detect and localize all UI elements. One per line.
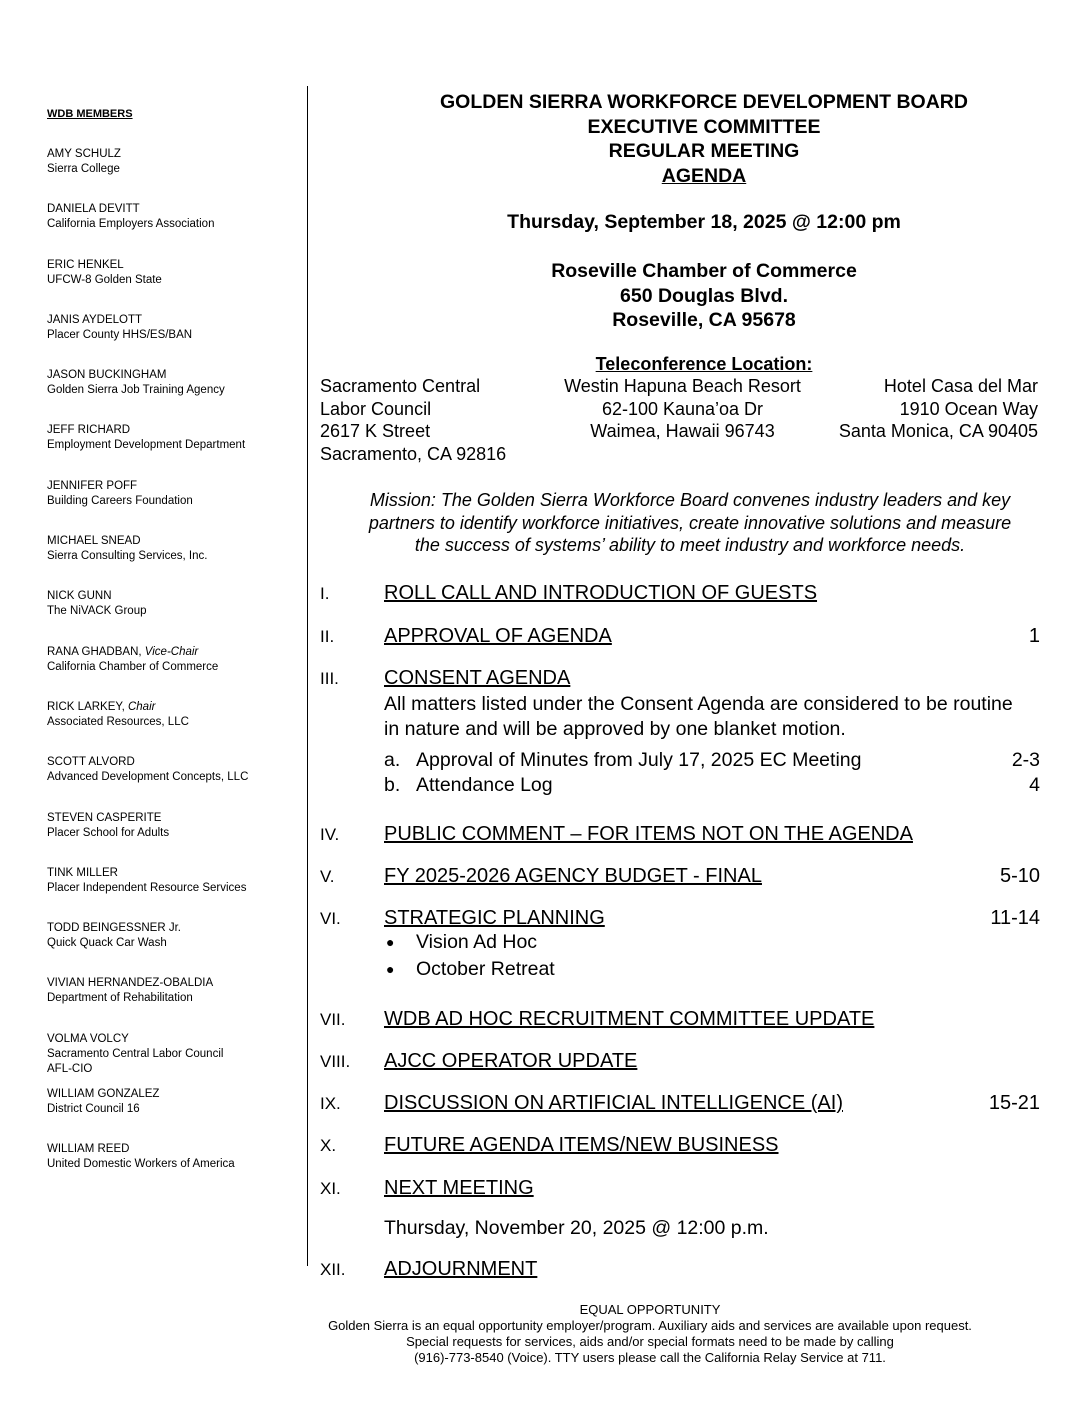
member-org: United Domestic Workers of America <box>47 1158 235 1171</box>
item-title: PUBLIC COMMENT – FOR ITEMS NOT ON THE AGENDA <box>384 823 913 845</box>
bullet-text: October Retreat <box>416 958 555 980</box>
member-entry <box>47 534 297 589</box>
meeting-address <box>320 259 1088 333</box>
meeting-type: REGULAR MEETING <box>608 140 800 162</box>
member-name: WILLIAM GONZALEZ <box>47 1088 160 1101</box>
footer <box>180 1302 1088 1366</box>
member-org: Placer County HHS/ES/BAN <box>47 328 193 341</box>
item-title: CONSENT AGENDA <box>384 667 571 689</box>
item-number: XII. <box>320 1260 346 1279</box>
mission-line: Mission: The Golden Sierra Workforce Board convenes industry leaders and key <box>369 490 1011 510</box>
member-entry <box>47 589 297 644</box>
member-org: California Employers Association <box>47 218 215 231</box>
member-name: JENNIFER POFF <box>47 479 138 492</box>
member-entry <box>47 1142 297 1197</box>
member-entry <box>47 755 297 810</box>
next-meeting-date: Thursday, November 20, 2025 @ 12:00 p.m. <box>384 1217 769 1239</box>
location-line: Waimea, Hawaii 96743 <box>590 421 775 441</box>
item-number: IV. <box>320 825 340 844</box>
location-line: 2617 K Street <box>320 421 431 441</box>
member-role: Vice-Chair <box>144 645 199 658</box>
teleconference-header: Teleconference Location: <box>595 354 813 374</box>
item-page: 5-10 <box>999 865 1040 887</box>
member-org: Department of Rehabilitation <box>47 992 193 1005</box>
item-page: 15-21 <box>988 1092 1040 1114</box>
item-title: NEXT MEETING <box>384 1177 534 1199</box>
member-entry <box>47 700 297 755</box>
item-number: I. <box>320 584 330 603</box>
member-name: NICK GUNN <box>47 590 112 603</box>
member-org: The NiVACK Group <box>47 605 147 618</box>
tele-location-santa-monica <box>839 375 1038 443</box>
location-line: 1910 Ocean Way <box>899 398 1038 419</box>
item-title: APPROVAL OF AGENDA <box>384 625 612 647</box>
subitem-text: Approval of Minutes from July 17, 2025 EC Meeting <box>416 749 862 771</box>
mission-statement <box>320 489 1060 557</box>
bullet-icon: ● <box>386 961 395 977</box>
member-org: California Chamber of Commerce <box>47 660 219 673</box>
location-line: 62-100 Kauna’oa Dr <box>601 398 764 419</box>
item-number: VII. <box>320 1010 346 1029</box>
member-entry <box>47 147 297 202</box>
member-entry <box>47 645 297 700</box>
member-entry <box>47 313 297 368</box>
members-header: WDB MEMBERS <box>47 108 133 120</box>
meeting-date: Thursday, September 18, 2025 @ 12:00 pm <box>507 211 901 233</box>
item-number: III. <box>320 669 339 688</box>
mission-line: the success of systems’ ability to meet industry and workforce needs. <box>414 535 966 555</box>
member-name: MICHAEL SNEAD <box>47 535 141 548</box>
consent-desc-line: in nature and will be approved by one blanket motion. <box>384 717 846 740</box>
member-name: JASON BUCKINGHAM <box>47 369 167 382</box>
footer-heading: EQUAL OPPORTUNITY <box>579 1302 721 1317</box>
location-line: Hotel Casa del Mar <box>883 376 1038 396</box>
footer-line: Special requests for services, aids and/or special formats need to be made by calling <box>406 1334 894 1349</box>
member-org-2: AFL-CIO <box>47 1062 93 1075</box>
member-org: Placer School for Adults <box>47 826 170 839</box>
member-entry <box>47 866 297 921</box>
member-entry <box>47 976 297 1031</box>
member-entry <box>47 423 297 478</box>
item-title: STRATEGIC PLANNING <box>384 907 605 929</box>
member-org: Building Careers Foundation <box>47 494 193 507</box>
member-name: VOLMA VOLCY <box>47 1032 129 1045</box>
location-line: Sacramento, CA 92816 <box>320 443 507 464</box>
member-org: Associated Resources, LLC <box>47 715 189 728</box>
member-name: RANA GHADBAN, <box>47 645 142 658</box>
member-name: STEVEN CASPERITE <box>47 811 162 824</box>
member-name: SCOTT ALVORD <box>47 756 135 769</box>
item-title: FY 2025-2026 AGENCY BUDGET - FINAL <box>384 865 762 887</box>
subitem-page: 2-3 <box>1011 749 1040 771</box>
tele-location-sacramento <box>320 375 506 465</box>
member-entry <box>47 368 297 423</box>
vertical-divider <box>307 86 308 1266</box>
consent-description <box>384 692 1013 741</box>
member-name: TODD BEINGESSNER Jr. <box>47 922 181 935</box>
member-name: AMY SCHULZ <box>47 148 121 160</box>
member-name: ERIC HENKEL <box>47 258 124 271</box>
member-entry <box>47 1087 297 1142</box>
item-title: WDB AD HOC RECRUITMENT COMMITTEE UPDATE <box>384 1008 875 1030</box>
bullet-text: Vision Ad Hoc <box>416 931 538 953</box>
member-name: WILLIAM REED <box>47 1143 130 1156</box>
item-number: VIII. <box>320 1052 351 1071</box>
item-title: ADJOURNMENT <box>384 1258 538 1280</box>
member-org: Placer Independent Resource Services <box>47 881 247 894</box>
member-org: Golden Sierra Job Training Agency <box>47 384 225 397</box>
member-entry <box>47 921 297 976</box>
member-org: District Council 16 <box>47 1103 140 1116</box>
item-title: FUTURE AGENDA ITEMS/NEW BUSINESS <box>384 1134 779 1156</box>
item-page: 1 <box>1028 625 1040 647</box>
member-entry <box>47 202 297 257</box>
tele-location-hawaii <box>545 375 820 443</box>
venue-street: 650 Douglas Blvd. <box>620 284 788 307</box>
member-entry <box>47 1032 297 1087</box>
item-number: V. <box>320 867 335 886</box>
member-name: JANIS AYDELOTT <box>47 313 143 326</box>
mission-line: partners to identify workforce initiatives, create innovative solutions and measure <box>368 512 1012 533</box>
location-line: Sacramento Central <box>320 376 481 396</box>
member-role: Chair <box>127 700 156 713</box>
location-line: Santa Monica, CA 90405 <box>838 421 1038 441</box>
subitem-text: Attendance Log <box>416 774 553 796</box>
item-number: X. <box>320 1136 337 1155</box>
item-title: DISCUSSION ON ARTIFICIAL INTELLIGENCE (AI) <box>384 1092 843 1114</box>
venue-city: Roseville, CA 95678 <box>612 309 796 331</box>
location-line: Westin Hapuna Beach Resort <box>564 376 801 396</box>
subitem-page: 4 <box>1029 774 1040 796</box>
item-number: XI. <box>320 1179 341 1198</box>
member-org: Quick Quack Car Wash <box>47 937 167 950</box>
venue-name: Roseville Chamber of Commerce <box>551 260 857 282</box>
item-number: IX. <box>320 1094 341 1113</box>
title-block <box>320 90 1088 188</box>
member-org: Sacramento Central Labor Council <box>47 1047 224 1060</box>
member-name: RICK LARKEY, <box>47 700 125 713</box>
item-number: VI. <box>320 909 341 928</box>
member-name: VIVIAN HERNANDEZ-OBALDIA <box>47 977 214 990</box>
item-title: ROLL CALL AND INTRODUCTION OF GUESTS <box>384 582 818 604</box>
members-sidebar <box>47 108 297 1198</box>
committee-title: EXECUTIVE COMMITTEE <box>587 115 821 138</box>
subitem-label: a. <box>384 749 401 771</box>
item-page: 11-14 <box>990 907 1040 929</box>
consent-desc-line: All matters listed under the Consent Agenda are considered to be routine <box>384 693 1013 715</box>
member-entry <box>47 258 297 313</box>
org-title: GOLDEN SIERRA WORKFORCE DEVELOPMENT BOARD <box>440 91 968 113</box>
bullet-icon: ● <box>386 934 395 950</box>
member-org: Sierra Consulting Services, Inc. <box>47 550 208 563</box>
agenda-title: AGENDA <box>661 164 747 187</box>
member-org: UFCW-8 Golden State <box>47 273 162 286</box>
member-name: JEFF RICHARD <box>47 424 131 437</box>
subitem-label: b. <box>384 774 401 796</box>
location-line: Labor Council <box>320 398 432 419</box>
member-entry <box>47 811 297 866</box>
footer-line: Golden Sierra is an equal opportunity employer/program. Auxiliary aids and services are available upon request. <box>328 1318 972 1333</box>
member-name: DANIELA DEVITT <box>47 203 140 216</box>
member-org: Employment Development Department <box>47 439 246 452</box>
member-org: Advanced Development Concepts, LLC <box>47 771 249 784</box>
item-title: AJCC OPERATOR UPDATE <box>384 1050 638 1072</box>
footer-line: (916)-773-8540 (Voice). TTY users please call the California Relay Service at 711. <box>414 1350 886 1365</box>
item-number: II. <box>320 627 335 646</box>
member-org: Sierra College <box>47 163 120 175</box>
member-entry <box>47 479 297 534</box>
member-name: TINK MILLER <box>47 866 118 879</box>
